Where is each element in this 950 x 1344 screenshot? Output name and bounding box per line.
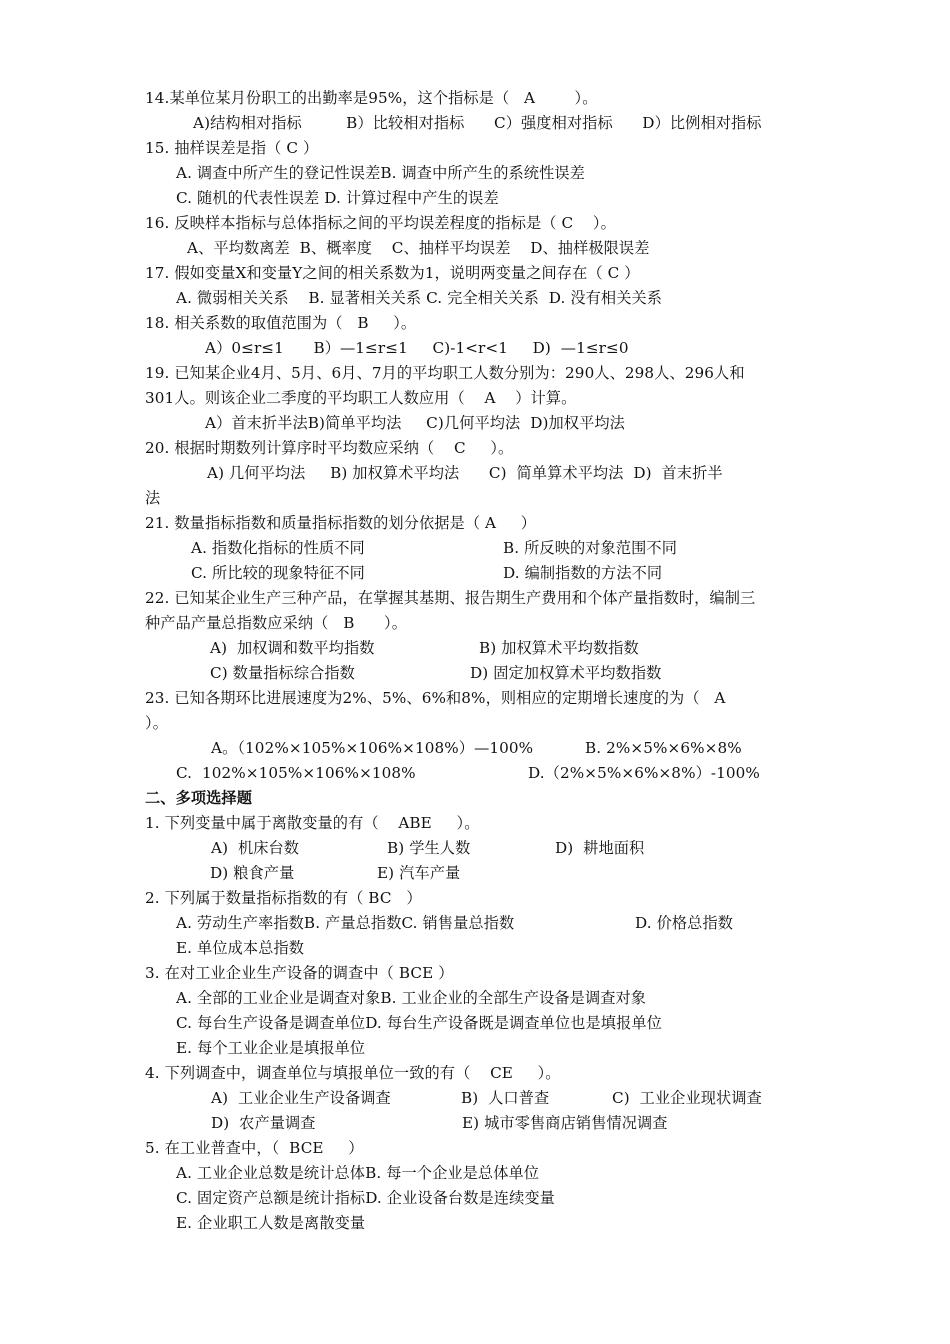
text-line: 17. 假如变量X和变量Y之间的相关系数为1，说明两变量之间存在（ C ） bbox=[145, 264, 640, 282]
text-line: 18. 相关系数的取值范围为（ B ）。 bbox=[145, 314, 417, 332]
text-line: 5. 在工业普查中，（ BCE ） bbox=[145, 1139, 364, 1157]
text-line: 16. 反映样本指标与总体指标之间的平均误差程度的指标是（ C ）。 bbox=[145, 214, 616, 232]
text-line: 15. 抽样误差是指（ C ） bbox=[145, 139, 319, 157]
text-line: A. 劳动生产率指数B. 产量总指数C. 销售量总指数 bbox=[176, 914, 515, 932]
text-line: E. 企业职工人数是离散变量 bbox=[176, 1214, 366, 1232]
text-line: C. 102%×105%×106%×108% bbox=[176, 764, 416, 782]
text-line: 种产品产量总指数应采纳（ B ）。 bbox=[145, 614, 408, 632]
text-line: D. 价格总指数 bbox=[635, 914, 734, 932]
section-heading: 二、多项选择题 bbox=[145, 789, 253, 807]
text-line: 21. 数量指标指数和质量指标指数的划分依据是（ A ） bbox=[145, 514, 537, 532]
text-line: A、平均数离差 B、概率度 C、抽样平均误差 D、抽样极限误差 bbox=[187, 239, 650, 257]
text-line: A) 几何平均法 B) 加权算术平均法 C) 简单算术平均法 D) 首末折半 bbox=[207, 464, 723, 482]
text-line: A) 工业企业生产设备调查 bbox=[211, 1089, 391, 1107]
text-line: A。（102%×105%×106%×108%）—100% bbox=[211, 739, 534, 757]
text-line: E) 城市零售商店销售情况调查 bbox=[462, 1114, 668, 1132]
text-line: C. 每台生产设备是调查单位D. 每台生产设备既是调查单位也是填报单位 bbox=[176, 1014, 662, 1032]
text-line: A) 加权调和数平均指数 bbox=[210, 639, 375, 657]
text-line: B) 人口普查 bbox=[461, 1089, 550, 1107]
text-line: B) 加权算术平均数指数 bbox=[479, 639, 639, 657]
text-line: B) 学生人数 bbox=[387, 839, 471, 857]
text-line: 4. 下列调查中，调查单位与填报单位一致的有（ CE ）。 bbox=[145, 1064, 561, 1082]
text-line: A. 调查中所产生的登记性误差B. 调查中所产生的系统性误差 bbox=[176, 164, 585, 182]
text-line: B. 2%×5%×6%×8% bbox=[585, 739, 742, 757]
text-line: A. 全部的工业企业是调查对象B. 工业企业的全部生产设备是调查对象 bbox=[176, 989, 647, 1007]
text-line: 23. 已知各期环比进展速度为2%、5%、6%和8%，则相应的定期增长速度的为（ A bbox=[145, 689, 726, 707]
text-line: 301人。则该企业二季度的平均职工人数应用（ A ）计算。 bbox=[145, 389, 577, 407]
text-line: D) 固定加权算术平均数指数 bbox=[470, 664, 662, 682]
text-line: 14.某单位某月份职工的出勤率是95%，这个指标是（ A ）。 bbox=[145, 89, 598, 107]
text-line: C) 数量指标综合指数 bbox=[210, 664, 355, 682]
text-line: C. 所比较的现象特征不同 bbox=[191, 564, 365, 582]
text-line: 3. 在对工业企业生产设备的调查中（ BCE ） bbox=[145, 964, 454, 982]
text-line: A. 工业企业总数是统计总体B. 每一个企业是总体单位 bbox=[176, 1164, 540, 1182]
text-line: D) 粮食产量 bbox=[210, 864, 295, 882]
text-line: A. 微弱相关关系 B. 显著相关关系 C. 完全相关关系 D. 没有相关关系 bbox=[176, 289, 663, 307]
text-line: B. 所反映的对象范围不同 bbox=[503, 539, 677, 557]
text-line: C. 随机的代表性误差 D. 计算过程中产生的误差 bbox=[176, 189, 499, 207]
text-line: E. 每个工业企业是填报单位 bbox=[176, 1039, 366, 1057]
text-line: A) 机床台数 bbox=[211, 839, 300, 857]
text-line: C. 固定资产总额是统计指标D. 企业设备台数是连续变量 bbox=[176, 1189, 555, 1207]
text-line: 20. 根据时期数列计算序时平均数应采纳（ C ）。 bbox=[145, 439, 514, 457]
text-line: 法 bbox=[145, 489, 161, 507]
text-line: 1. 下列变量中属于离散变量的有（ ABE ）。 bbox=[145, 814, 480, 832]
text-line: 19. 已知某企业4月、5月、6月、7月的平均职工人数分别为：290人、298人、296人和 bbox=[145, 364, 745, 382]
text-line: D. 编制指数的方法不同 bbox=[503, 564, 663, 582]
text-line: E) 汽车产量 bbox=[377, 864, 461, 882]
text-line: A）首末折半法B)简单平均法 C)几何平均法 D)加权平均法 bbox=[205, 414, 625, 432]
text-line: D) 耕地面积 bbox=[555, 839, 645, 857]
text-line: A）0≤r≤1 B）—1≤r≤1 C)-1<r<1 D) —1≤r≤0 bbox=[205, 339, 629, 357]
text-line: D.（2%×5%×6%×8%）-100% bbox=[528, 764, 760, 782]
text-line: D) 农产量调查 bbox=[211, 1114, 316, 1132]
text-line: A. 指数化指标的性质不同 bbox=[191, 539, 365, 557]
text-line: 22. 已知某企业生产三种产品，在掌握其基期、报告期生产费用和个体产量指数时，编制三 bbox=[145, 589, 756, 607]
text-line: C) 工业企业现状调查 bbox=[612, 1089, 762, 1107]
text-line: 2. 下列属于数量指标指数的有（ BC ） bbox=[145, 889, 422, 907]
text-line: E. 单位成本总指数 bbox=[176, 939, 305, 957]
text-line: A)结构相对指标 B）比较相对指标 C）强度相对指标 D）比例相对指标 bbox=[193, 114, 762, 132]
text-line: ）。 bbox=[145, 714, 168, 732]
